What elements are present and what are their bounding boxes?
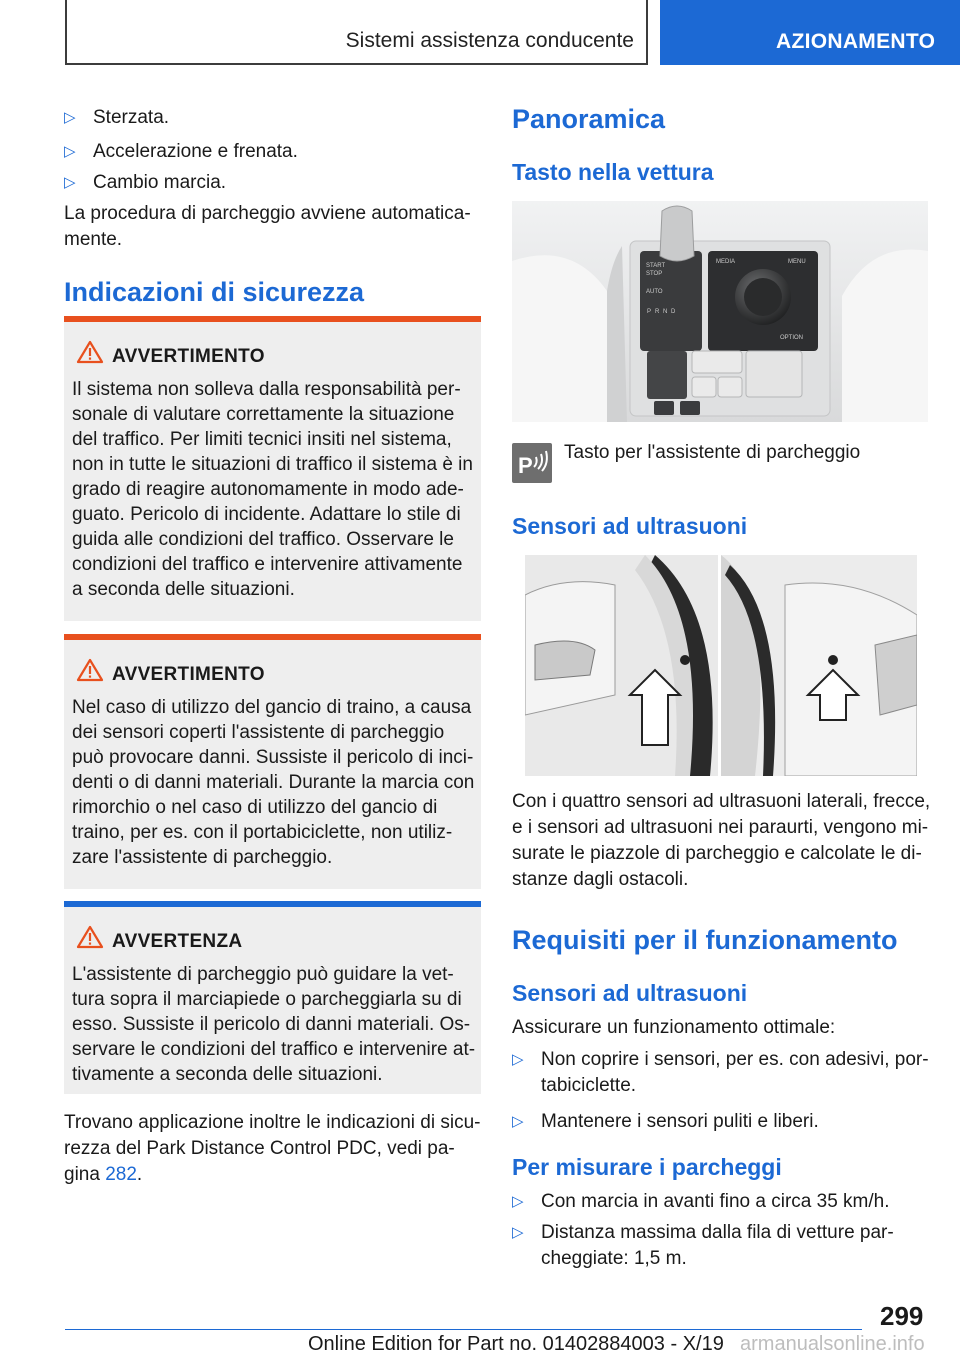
console-label: OPTION [780,335,804,341]
overview-heading: Panoramica [512,104,666,134]
requirements-sensors-heading: Sensori ad ultrasuoni [512,980,748,1006]
notice-box [64,901,481,1094]
triangle-bullet-icon: ▷ [512,1051,524,1068]
warning-box [64,634,481,889]
console-label: START [646,263,666,269]
notice-bar [64,901,481,907]
ultrasonic-sensors-illustration [525,555,917,776]
measure-heading: Per misurare i parcheggi [512,1154,782,1180]
notice-text: L'assistente di parcheggio può guidare la vet- tura sopra il marciapiede o parcheggiarla su di esso. Sussiste il pericolo di danni materiali. Os- servare le condizioni del traffico e intervenire at- tivamente a seconda delle situazioni. [72,964,476,1085]
footer-watermark: armanualsonline.info [740,1333,925,1355]
triangle-bullet-icon: ▷ [64,174,76,191]
console-label: MENU [788,259,806,265]
triangle-bullet-icon: ▷ [512,1113,524,1130]
console-label: AUTO [646,289,663,295]
page-number: 299 [880,1301,924,1331]
footer-edition: Online Edition for Part no. 01402884003 - X/19 [308,1333,724,1355]
console-label: P [647,309,652,315]
warning-box [64,316,481,621]
console-label: R [655,309,660,315]
triangle-bullet-icon: ▷ [64,143,76,160]
warning-triangle-icon [76,925,104,949]
closing-paragraph: Trovano applicazione inoltre le indicazioni di sicu- rezza del Park Distance Control PDC, vedi pa- gina 282. [64,1112,481,1185]
section-title: Sistemi assistenza conducente [345,29,634,52]
warning-text: Il sistema non solleva dalla responsabilità per- sonale di valutare correttamente la situazione del traffico. Per limiti tecnici insiti nel sistema, non in tutte le situazioni di traffico il sistema è in grado di reagire autonomamente in modo ade- guato. Pericolo di incidente. Adattare lo stile di guida alle condizioni del traffico. Osservare le condizioni del traffico e intervenire attivamente a seconda delle situazioni. [72,379,473,600]
sensors-heading: Sensori ad ultrasuoni [512,513,748,539]
console-label: D [671,309,676,315]
warning-triangle-icon [76,340,104,364]
footer-divider [65,1329,862,1330]
warning-text: Nel caso di utilizzo del gancio di traino, a causa dei sensori coperti l'assistente di parcheggio può provocare danni. Sussiste il pericolo di inci- denti o di danni materiali. Durante la marcia con rimorchio o nel caso di utilizzo del gancio di traino, per es. con il portabiciclette, non utiliz- zare l'assistente di parcheggio. [72,697,475,868]
notice-title: AVVERTENZA [112,931,243,952]
triangle-bullet-icon: ▷ [512,1224,524,1241]
parking-assistant-icon [512,443,552,483]
warning-bar [64,316,481,322]
warning-title: AVVERTIMENTO [112,664,265,685]
warning-title: AVVERTIMENTO [112,346,265,367]
ultrasonic-sensors-image [525,555,917,776]
triangle-bullet-icon: ▷ [512,1193,524,1210]
warning-triangle-icon [76,658,104,682]
center-console-image [512,201,928,422]
warning-bar [64,634,481,640]
svg-text:P: P [518,453,533,478]
button-heading: Tasto nella vettura [512,159,714,185]
triangle-bullet-icon: ▷ [64,109,76,126]
header-section-tab [65,0,648,65]
console-label: N [663,309,668,315]
requirements-heading: Requisiti per il funzionamento [512,925,898,955]
center-console-illustration [512,201,928,422]
safety-heading: Indicazioni di sicurezza [64,277,365,307]
intro-paragraph: La procedura di parcheggio avviene automatica- mente. [64,203,471,250]
button-caption: Tasto per l'assistente di parcheggio [564,442,861,463]
parking-assistant-button-icon [512,443,552,483]
console-label: STOP [646,271,663,277]
chapter-title: AZIONAMENTO [776,30,936,53]
sensors-paragraph: Con i quattro sensori ad ultrasuoni laterali, frecce, e i sensori ad ultrasuoni nei paraurti, vengono mi- surate le piazzole di parcheggio e calcolate le di- stanze dagli ostacoli. [512,791,931,890]
page-reference-link[interactable]: 282 [105,1164,137,1185]
header-chapter-tab [660,0,960,65]
requirements-intro: Assicurare un funzionamento ottimale: [512,1017,836,1038]
console-label: MEDIA [716,259,736,265]
